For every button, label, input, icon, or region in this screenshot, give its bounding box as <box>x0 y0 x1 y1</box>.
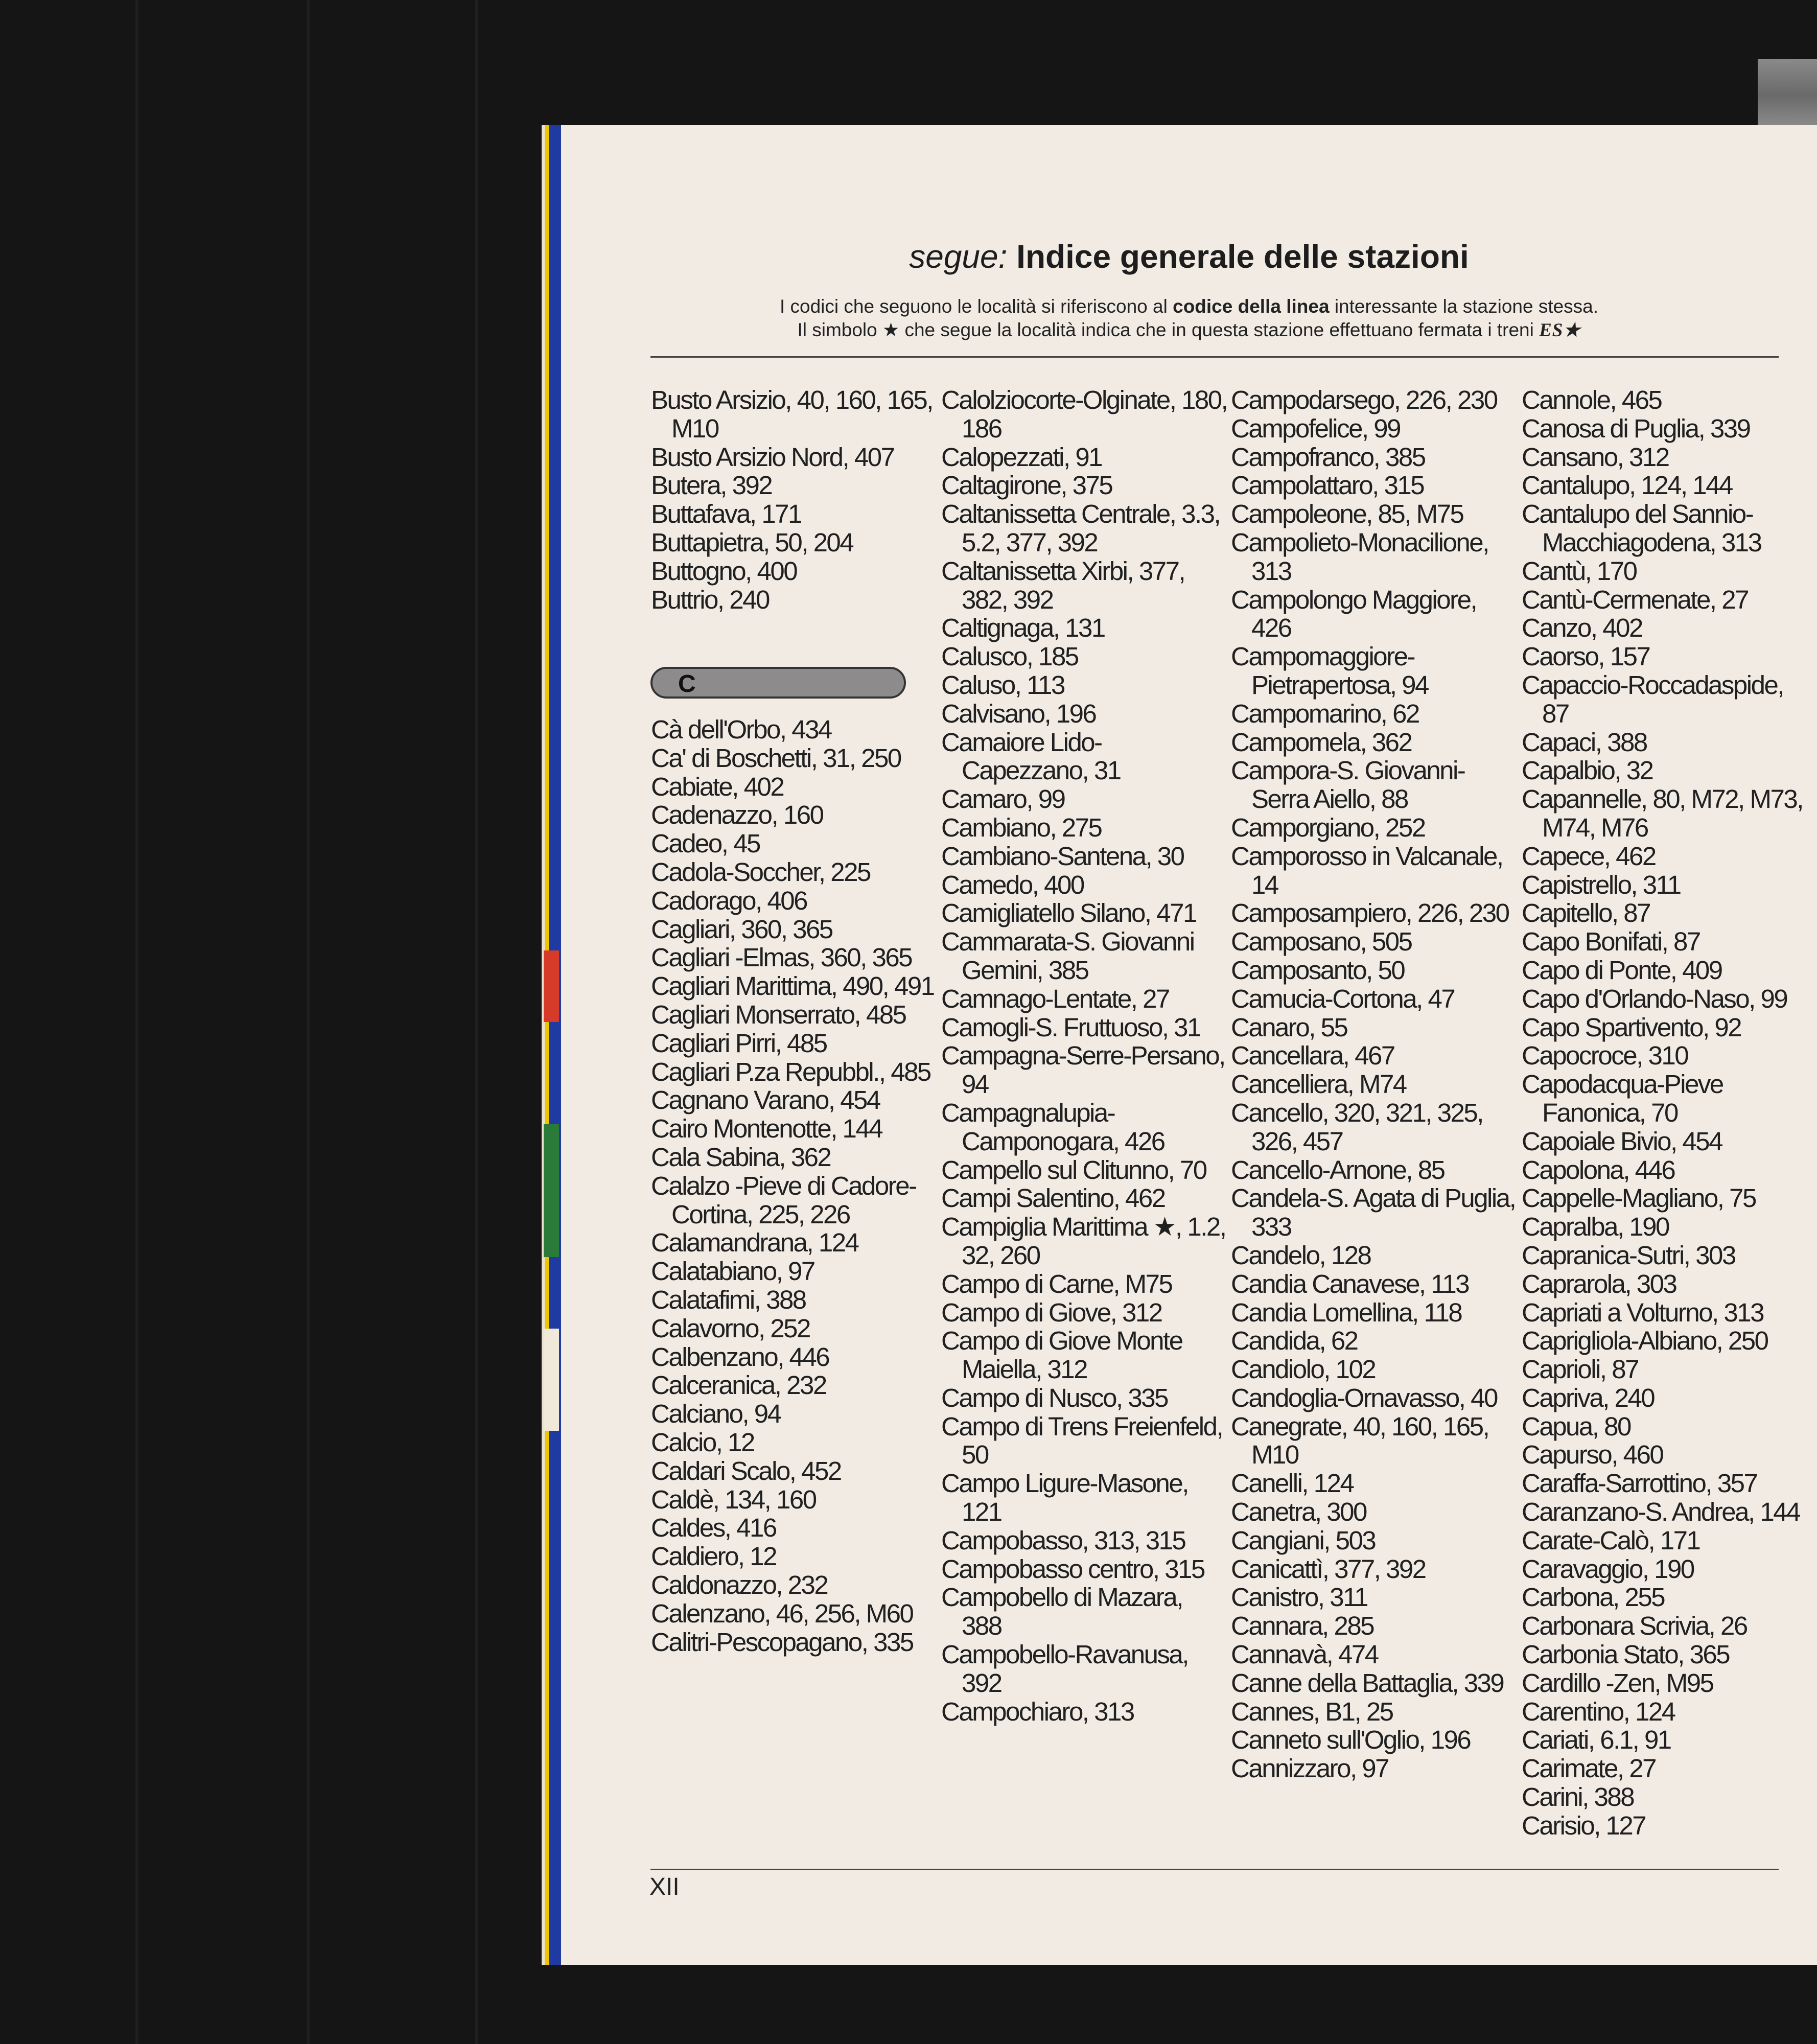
index-entry: Camedo, 400 <box>941 870 1084 899</box>
index-entry: Cairo Montenotte, 144 <box>651 1114 882 1144</box>
index-entry: Cannes, B1, 25 <box>1231 1697 1393 1726</box>
section-letter: C <box>678 670 696 698</box>
index-entry: Cannara, 285 <box>1231 1611 1374 1641</box>
index-entry: Carentino, 124 <box>1522 1697 1675 1726</box>
index-entry: Calatafimi, 388 <box>651 1285 806 1314</box>
index-entry: Cagliari, 360, 365 <box>651 914 832 944</box>
index-entry: Calbenzano, 446 <box>651 1342 829 1372</box>
index-entry: Campi Salentino, 462 <box>941 1183 1165 1213</box>
index-entry: Cancello, 320, 321, 325, 326, 457 <box>1231 1098 1483 1156</box>
index-entry: Candoglia-Ornavasso, 40 <box>1231 1383 1497 1412</box>
index-entry: Canistro, 311 <box>1231 1583 1368 1612</box>
index-entry: Capaccio-Roccadaspide, 87 <box>1522 670 1783 728</box>
spine-accent-red <box>544 950 559 1022</box>
header-rule <box>650 356 1779 358</box>
intro-line-1 <box>561 297 1817 316</box>
index-entry: Calciano, 94 <box>651 1399 781 1429</box>
intro-line-2 <box>561 320 1817 340</box>
index-entry: Ca' di Boschetti, 31, 250 <box>651 743 901 773</box>
index-entry: Calitri-Pescopagano, 335 <box>651 1627 913 1657</box>
index-entry: Capece, 462 <box>1522 841 1656 871</box>
intro-text: I codici che seguono le località si riferiscono al <box>779 296 1168 317</box>
index-entry: Capua, 80 <box>1522 1411 1630 1441</box>
index-entry: Buttogno, 400 <box>651 556 797 586</box>
spine-accent-light <box>544 1329 559 1431</box>
index-entry: Caldes, 416 <box>651 1513 776 1543</box>
index-entry: Cannavà, 474 <box>1231 1640 1378 1669</box>
index-entry: Caltignaga, 131 <box>941 613 1105 643</box>
index-entry: Capolona, 446 <box>1522 1155 1675 1184</box>
index-entry: Campofelice, 99 <box>1231 413 1401 443</box>
page-number: XII <box>649 1873 680 1900</box>
index-entry: Carisio, 127 <box>1522 1810 1646 1840</box>
book-spine <box>542 125 561 1965</box>
index-entry: Butera, 392 <box>651 471 772 500</box>
index-entry: Calatabiano, 97 <box>651 1257 814 1286</box>
index-entry: Cancellara, 467 <box>1231 1041 1394 1071</box>
index-entry: Capriva, 240 <box>1522 1383 1655 1412</box>
index-entry: Capannelle, 80, M72, M73, M74, M76 <box>1522 784 1803 842</box>
index-entry: Cansano, 312 <box>1522 442 1669 472</box>
index-entry: Campobello-Ravanusa, 392 <box>941 1640 1188 1698</box>
index-entry: Cadeo, 45 <box>651 829 760 858</box>
index-entry: Capo Spartivento, 92 <box>1522 1012 1741 1042</box>
index-entry: Capriati a Volturno, 313 <box>1522 1297 1764 1327</box>
index-entry: Carbonara Scrivia, 26 <box>1522 1611 1747 1641</box>
index-entry: Cantù, 170 <box>1522 556 1637 586</box>
footer-rule <box>650 1869 1779 1870</box>
index-entry: Campora-S. Giovanni-Serra Aiello, 88 <box>1231 756 1465 814</box>
index-entry: Canetra, 300 <box>1231 1497 1366 1527</box>
index-entry: Busto Arsizio Nord, 407 <box>651 442 894 472</box>
index-entry: Campoleone, 85, M75 <box>1231 499 1463 529</box>
index-entry: Caorso, 157 <box>1522 642 1650 671</box>
backdrop-stripe <box>135 0 138 2044</box>
index-entry: Cagliari Monserrato, 485 <box>651 1000 906 1029</box>
page-title <box>561 240 1817 273</box>
index-entry: Campomarino, 62 <box>1231 699 1419 728</box>
index-entry: Cagliari Marittima, 490, 491 <box>651 971 934 1001</box>
title-main: Indice generale delle stazioni <box>1016 238 1469 275</box>
index-entry: Capo d'Orlando-Naso, 99 <box>1522 984 1787 1013</box>
index-entry: Campo di Giove, 312 <box>941 1297 1162 1327</box>
index-entry: Caltagirone, 375 <box>941 471 1112 500</box>
index-column-3 <box>1231 386 1517 1783</box>
index-column-4 <box>1522 386 1808 1840</box>
index-entry: Cà dell'Orbo, 434 <box>651 715 831 744</box>
index-entry: Busto Arsizio, 40, 160, 165, M10 <box>651 385 933 443</box>
index-entry: Capralba, 190 <box>1522 1212 1669 1242</box>
index-entry: Caltanissetta Xirbi, 377, 382, 392 <box>941 556 1185 614</box>
index-entry: Campo Ligure-Masone, 121 <box>941 1469 1188 1527</box>
index-entry: Carimate, 27 <box>1522 1754 1656 1783</box>
index-entry: Cagnano Varano, 454 <box>651 1085 880 1115</box>
index-entry: Cadola-Soccher, 225 <box>651 857 870 887</box>
index-entry: Caldè, 134, 160 <box>651 1484 816 1514</box>
index-entry: Cagliari -Elmas, 360, 365 <box>651 943 912 972</box>
intro-text: Il simbolo ★ che segue la località indica che in questa stazione effettuano fermata i treni <box>797 319 1534 340</box>
index-entry: Campello sul Clitunno, 70 <box>941 1155 1206 1184</box>
index-entry: Campolattaro, 315 <box>1231 471 1424 500</box>
index-entry: Campagnalupia-Camponogara, 426 <box>941 1098 1164 1156</box>
index-column-2 <box>941 386 1227 1726</box>
index-entry: Cantù-Cermenate, 27 <box>1522 585 1748 614</box>
index-entry: Campobasso centro, 315 <box>941 1554 1204 1584</box>
index-column-1 <box>651 386 937 614</box>
index-entry: Capo di Ponte, 409 <box>1522 955 1722 985</box>
intro-text: interessante la stazione stessa. <box>1334 296 1599 317</box>
index-entry: Calcio, 12 <box>651 1427 754 1457</box>
index-entry: Capoiale Bivio, 454 <box>1522 1126 1722 1156</box>
index-entry: Candelo, 128 <box>1231 1240 1371 1270</box>
index-entry: Campomela, 362 <box>1231 727 1412 757</box>
index-entry: Capranica-Sutri, 303 <box>1522 1240 1735 1270</box>
index-page <box>561 125 1817 1965</box>
index-entry: Cambiano-Santena, 30 <box>941 841 1184 871</box>
index-entry: Caltanissetta Centrale, 3.3, 5.2, 377, 392 <box>941 499 1220 557</box>
index-entry: Buttapietra, 50, 204 <box>651 527 853 557</box>
index-entry: Caprioli, 87 <box>1522 1355 1638 1384</box>
index-entry: Caravaggio, 190 <box>1522 1554 1694 1584</box>
index-entry: Calamandrana, 124 <box>651 1228 858 1258</box>
index-entry: Cantalupo del Sannio-Macchiagodena, 313 <box>1522 499 1761 557</box>
index-entry: Campodarsego, 226, 230 <box>1231 385 1497 414</box>
index-entry: Capodacqua-Pieve Fanonica, 70 <box>1522 1070 1723 1127</box>
index-entry: Cangiani, 503 <box>1231 1525 1376 1555</box>
index-entry: Caprigliola-Albiano, 250 <box>1522 1326 1768 1356</box>
index-entry: Caldonazzo, 232 <box>651 1570 828 1599</box>
index-entry: Calalzo -Pieve di Cadore-Cortina, 225, 226 <box>651 1171 916 1229</box>
backdrop-stripe <box>475 0 478 2044</box>
index-entry: Caluso, 113 <box>941 670 1064 700</box>
index-entry: Canegrate, 40, 160, 165, M10 <box>1231 1411 1489 1470</box>
index-entry: Carbona, 255 <box>1522 1583 1665 1612</box>
index-entry: Calavorno, 252 <box>651 1313 810 1343</box>
index-entry: Camposanto, 50 <box>1231 955 1405 985</box>
index-entry: Camporgiano, 252 <box>1231 812 1425 842</box>
index-entry: Caldari Scalo, 452 <box>651 1456 841 1485</box>
index-entry: Cantalupo, 124, 144 <box>1522 471 1732 500</box>
index-entry: Candela-S. Agata di Puglia, 333 <box>1231 1183 1516 1242</box>
index-entry: Canicattì, 377, 392 <box>1231 1554 1426 1584</box>
index-entry: Capaci, 388 <box>1522 727 1647 757</box>
index-entry: Camposampiero, 226, 230 <box>1231 898 1509 928</box>
section-letter-badge <box>650 667 906 699</box>
index-entry: Calopezzati, 91 <box>941 442 1102 472</box>
index-entry: Capitello, 87 <box>1522 898 1650 928</box>
index-entry: Camogli-S. Fruttuoso, 31 <box>941 1012 1200 1042</box>
index-entry: Camucia-Cortona, 47 <box>1231 984 1455 1013</box>
intro-bold-text: codice della linea <box>1173 296 1330 317</box>
es-train-logo: ES★ <box>1539 320 1581 341</box>
index-entry: Cancelliera, M74 <box>1231 1070 1406 1099</box>
index-entry: Calenzano, 46, 256, M60 <box>651 1598 913 1628</box>
index-entry: Campobello di Mazara, 388 <box>941 1583 1182 1641</box>
index-entry: Calvisano, 196 <box>941 699 1096 728</box>
index-entry: Canne della Battaglia, 339 <box>1231 1668 1504 1698</box>
index-entry: Cagliari Pirri, 485 <box>651 1028 827 1058</box>
index-entry: Candida, 62 <box>1231 1326 1358 1356</box>
index-entry: Caprarola, 303 <box>1522 1269 1676 1298</box>
index-entry: Cammarata-S. Giovanni Gemini, 385 <box>941 927 1194 985</box>
index-entry: Calceranica, 232 <box>651 1371 826 1400</box>
index-entry: Campofranco, 385 <box>1231 442 1425 472</box>
index-entry: Camaiore Lido-Capezzano, 31 <box>941 727 1121 785</box>
index-entry: Cambiano, 275 <box>941 812 1102 842</box>
index-entry: Campolieto-Monacilione, 313 <box>1231 527 1488 586</box>
index-entry: Camaro, 99 <box>941 784 1065 814</box>
index-entry: Carate-Calò, 171 <box>1522 1525 1700 1555</box>
backdrop-stripe <box>307 0 310 2044</box>
index-entry: Carini, 388 <box>1522 1782 1634 1812</box>
index-entry: Capo Bonifati, 87 <box>1522 927 1700 957</box>
index-entry: Campo di Carne, M75 <box>941 1269 1172 1298</box>
index-entry: Camporosso in Valcanale, 14 <box>1231 841 1503 899</box>
index-entry: Capurso, 460 <box>1522 1440 1663 1470</box>
index-entry: Canosa di Puglia, 339 <box>1522 413 1750 443</box>
index-entry: Cariati, 6.1, 91 <box>1522 1725 1671 1755</box>
index-entry: Cappelle-Magliano, 75 <box>1522 1183 1756 1213</box>
index-entry: Caraffa-Sarrottino, 357 <box>1522 1469 1757 1498</box>
index-entry: Cagliari P.za Repubbl., 485 <box>651 1057 930 1086</box>
index-entry: Candia Canavese, 113 <box>1231 1269 1469 1298</box>
index-entry: Campochiaro, 313 <box>941 1697 1134 1726</box>
index-entry: Campobasso, 313, 315 <box>941 1525 1185 1555</box>
title-prefix: segue: <box>909 238 1008 275</box>
index-entry: Carbonia Stato, 365 <box>1522 1640 1730 1669</box>
index-entry: Canzo, 402 <box>1522 613 1642 643</box>
index-entry: Capalbio, 32 <box>1522 756 1653 785</box>
index-entry: Campolongo Maggiore, 426 <box>1231 585 1477 643</box>
index-entry: Campo di Trens Freienfeld, 50 <box>941 1411 1223 1470</box>
index-entry: Camigliatello Silano, 471 <box>941 898 1196 928</box>
index-entry: Cardillo -Zen, M95 <box>1522 1668 1713 1698</box>
index-entry: Cannole, 465 <box>1522 385 1662 414</box>
index-entry: Campagna-Serre-Persano, 94 <box>941 1041 1225 1099</box>
index-entry: Campiglia Marittima ★, 1.2, 32, 260 <box>941 1212 1226 1270</box>
index-entry: Capocroce, 310 <box>1522 1041 1688 1071</box>
index-entry: Calolziocorte-Olginate, 180, 186 <box>941 385 1227 443</box>
index-column-1-section-c <box>651 715 937 1656</box>
index-entry: Cannizzaro, 97 <box>1231 1754 1389 1783</box>
index-entry: Cadorago, 406 <box>651 886 807 915</box>
index-entry: Campo di Nusco, 335 <box>941 1383 1168 1412</box>
index-entry: Camnago-Lentate, 27 <box>941 984 1169 1013</box>
index-entry: Buttafava, 171 <box>651 499 801 529</box>
index-entry: Buttrio, 240 <box>651 585 769 614</box>
index-entry: Cancello-Arnone, 85 <box>1231 1155 1445 1184</box>
index-entry: Canneto sull'Oglio, 196 <box>1231 1725 1471 1755</box>
index-entry: Camposano, 505 <box>1231 927 1412 957</box>
index-entry: Campo di Giove Monte Maiella, 312 <box>941 1326 1182 1384</box>
index-entry: Capistrello, 311 <box>1522 870 1681 899</box>
index-entry: Caranzano-S. Andrea, 144 <box>1522 1497 1800 1527</box>
index-entry: Candiolo, 102 <box>1231 1355 1376 1384</box>
spine-accent-green <box>544 1124 559 1257</box>
index-entry: Campomaggiore-Pietrapertosa, 94 <box>1231 642 1428 700</box>
index-entry: Caldiero, 12 <box>651 1542 776 1571</box>
index-entry: Candia Lomellina, 118 <box>1231 1297 1462 1327</box>
index-entry: Calusco, 185 <box>941 642 1078 671</box>
index-entry: Canaro, 55 <box>1231 1012 1347 1042</box>
index-entry: Cadenazzo, 160 <box>651 800 823 830</box>
index-entry: Cala Sabina, 362 <box>651 1142 831 1172</box>
index-entry: Cabiate, 402 <box>651 772 784 801</box>
index-entry: Canelli, 124 <box>1231 1469 1354 1498</box>
